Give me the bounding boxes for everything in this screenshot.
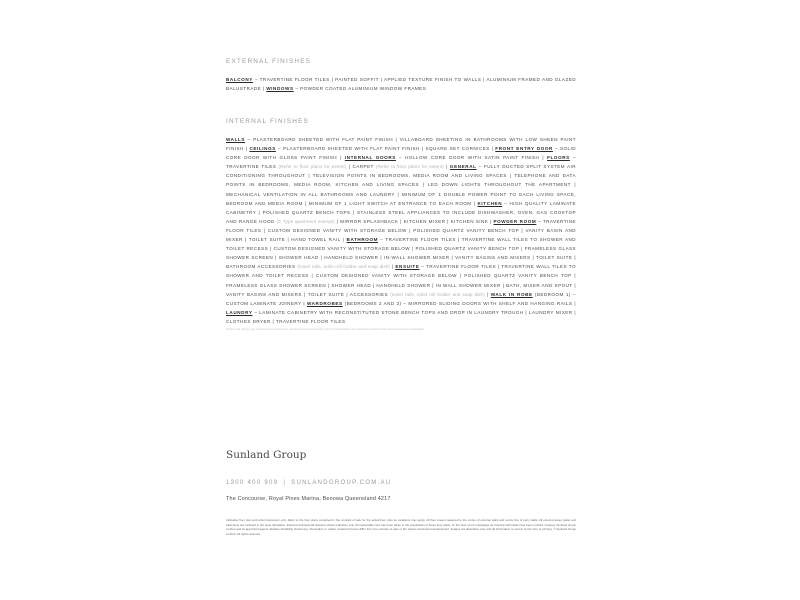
finish-category: INTERNAL DOORS bbox=[344, 155, 396, 161]
finish-description: (BEDROOMS 2 AND 3) – MIRRORED SLIDING DOORS WITH SHELF AND HANGING RAILS | bbox=[342, 300, 577, 306]
finish-note: (C Type apartment exempt) bbox=[276, 218, 335, 224]
internal-finishes-heading: INTERNAL FINISHES bbox=[226, 118, 310, 125]
finish-category: WALK IN ROBE bbox=[490, 291, 533, 297]
finish-note: (Refer to floor plans for extent) bbox=[278, 164, 347, 170]
company-brand: Sunland Group bbox=[226, 449, 307, 461]
finish-description: – TRAVERTINE FLOOR TILES | TRAVERTINE WALL TILES TO SHOWER AND TOILET RECESS | CUSTOM DESIGNED VANITY WITH STORAGE BELOW | POLISHED QUARTZ VANITY BENCH TOP | FRAMELESS GLASS SHOWER SCREEN | SHOWER HEAD | HANDHELD SHOWER | IN WALL SHOWER MIXER | BATH, MIXER AND SPOUT | VANITY BASINS AND MIXERS | TOILET SUITE | ACCESSORIES bbox=[226, 264, 576, 297]
external-finishes-list bbox=[226, 75, 576, 93]
finish-description: – POWDER COATED ALUMINIUM WINDOW FRAMES bbox=[293, 86, 427, 92]
finish-note: (Refer to floor plans for extent) bbox=[375, 164, 444, 170]
finish-description: – PLASTERBOARD SHEETED WITH FLAT PAINT FINISH | VILLABOARD SHEETING IN BATHROOMS WITH LOW SHEEN PAINT FINISH | bbox=[226, 137, 576, 152]
finish-description: – PLASTERBOARD SHEETED WITH FLAT PAINT FINISH | SQUARE SET CORNICES | bbox=[275, 146, 496, 152]
finish-description: – TRAVERTINE FLOOR TILES | PAINTED SOFFIT | APPLIED TEXTURE FINISH TO WALLS | ALUMINIUM FRAMED AND GLAZED BALUSTRADE | bbox=[226, 77, 576, 92]
finish-category: KITCHEN bbox=[477, 200, 503, 206]
phone-number[interactable]: 1300 400 909 bbox=[226, 480, 279, 486]
finish-note: (towel rails, toilet roll holder and soap dish) bbox=[297, 264, 391, 270]
finish-description: (BEDROOM 1) – CUSTOM LAMINATE JOINERY | bbox=[226, 291, 576, 306]
finish-description: – TRAVERTINE FLOOR TILES | TRAVERTINE WALL TILES TO SHOWER AND TOILET RECESS | CUSTOM DESIGNED VANITY WITH STORAGE BELOW | POLISHED QUARTZ VANITY BENCH TOP | FRAMELESS GLASS SHOWER SCREEN | SHOWER HEAD | HANDHELD SHOWER | IN-WALL SHOWER MIXER | VANITY BASINS AND MIXERS | TOILET SUITE | BATHROOM ACCESSORIES bbox=[226, 237, 576, 270]
finish-description: | bbox=[390, 264, 396, 270]
finish-description: | CARPET bbox=[346, 164, 376, 170]
finish-description: – FULLY DUCTED SPLIT SYSTEM AIR CONDITIONING THROUGHOUT | TELEVISION POINTS IN BEDROOMS, MEDIA ROOM AND LIVING SPACES | TELEPHONE AND DATA POINTS IN BEDROOMS, MEDIA ROOM, KITCHEN AND LIVING SPACES | LED DOWN LIGHTS THROUGHOUT THE APARTMENT | MECHANICAL VENTILATION IN ALL BATHROOMS AND LAUNDRY | MINIMUM OF 1 DOUBLE POWER POINT TO EACH LIVING SPACE, BEDROOM AND MEDIA ROOM | MINIMUM OF 1 LIGHT SWITCH AT ENTRANCE TO EACH ROOM | bbox=[226, 164, 576, 206]
finish-category: CEILINGS bbox=[249, 146, 276, 152]
finish-category: ENSUITE bbox=[395, 264, 420, 270]
website-link[interactable]: SUNLANDGROUP.COM.AU bbox=[291, 480, 392, 486]
finish-description: – TRAVERTINE FLOOR TILES | CUSTOM DESIGNED VANITY WITH STORAGE BELOW | POLISHED QUARTZ VANITY BENCH TOP | VANITY BASIN AND MIXER | TOILET SUITE | HAND TOWEL RAIL | bbox=[226, 218, 576, 243]
finish-category: POWDER ROOM bbox=[493, 218, 537, 224]
legal-disclaimer: Indicative floor plan and artist impression only. Refer to the floor plans contained in the contract of sale for the actual floor plan as variations may apply. All floor areas measured to the centre of external walls and centre line of party walls. All external areas (patio and balconies) are included in the area calculation. External architectural features shown indicative only. All reasonable care has been taken in the preparation of these floor plans. To the best of our knowledge as relevant information has been omitted, however Sunland Group Limited and its appointed agents disclaim all liability should any information or matter contained herein differ from the contract of sale or the actual constructed development. Images are illustrative only and all information is correct at the time of printing. © Sunland Group Limited. All rights reserved. bbox=[226, 518, 576, 536]
finish-category: WINDOWS bbox=[266, 86, 294, 92]
finish-description: – SOLID CORE DOOR WITH GLOSS PAINT FINISH | bbox=[226, 146, 576, 161]
finish-description: | bbox=[484, 291, 491, 297]
finish-description: | MIRROR SPLASHBACK | KITCHEN MIXER | KITCHEN SINK | bbox=[335, 218, 494, 224]
contact-line bbox=[226, 480, 391, 486]
separator: | bbox=[283, 480, 287, 486]
finish-description: – HOLLOW CORE DOOR WITH SATIN PAINT FINISH | bbox=[395, 155, 548, 161]
finish-category: GENERAL bbox=[449, 164, 477, 170]
finish-description: | bbox=[443, 164, 450, 170]
finish-description: – TRAVERTINE TILES bbox=[226, 155, 576, 170]
finish-description: – LAMINATE CABINETRY WITH RECONSTITUTED STONE BENCH TOPS AND DROP IN LAUNDRY TROUGH | LAUNDRY MIXER | CLOTHES DRYER | TRAVERTINE FLOOR TILES bbox=[226, 309, 576, 324]
fittings-disclaimer: Please note: fittings may change during construction. Sunland Group reserves the right to change fittings with equivalent products if the intended items are unavailable. bbox=[226, 328, 425, 331]
finish-category: LAUNDRY bbox=[226, 309, 253, 315]
finish-category: FLOORS bbox=[547, 155, 570, 161]
finish-category: FRONT ENTRY DOOR bbox=[495, 146, 553, 152]
finish-category: BALCONY bbox=[226, 77, 253, 82]
finish-category: BATHROOM bbox=[346, 237, 379, 243]
internal-finishes-list bbox=[226, 135, 576, 326]
company-address: The Concourse, Royal Pines Marina, Benowa Queensland 4217 bbox=[226, 496, 391, 502]
finish-note: (towel rails, toilet roll holder and soap dish) bbox=[390, 291, 485, 297]
external-finishes-heading: EXTERNAL FINISHES bbox=[226, 58, 312, 65]
finish-category: WARDROBES bbox=[306, 300, 343, 306]
finish-description: – HIGH QUALITY LAMINATE CABINETRY | POLISHED QUARTZ BENCH TOPS | STAINLESS STEEL APPLIANCES TO INCLUDE DISHWASHER, OVEN, GAS COOKTOP AND RANGE HOOD bbox=[226, 200, 577, 224]
finish-category: WALLS bbox=[226, 137, 246, 142]
